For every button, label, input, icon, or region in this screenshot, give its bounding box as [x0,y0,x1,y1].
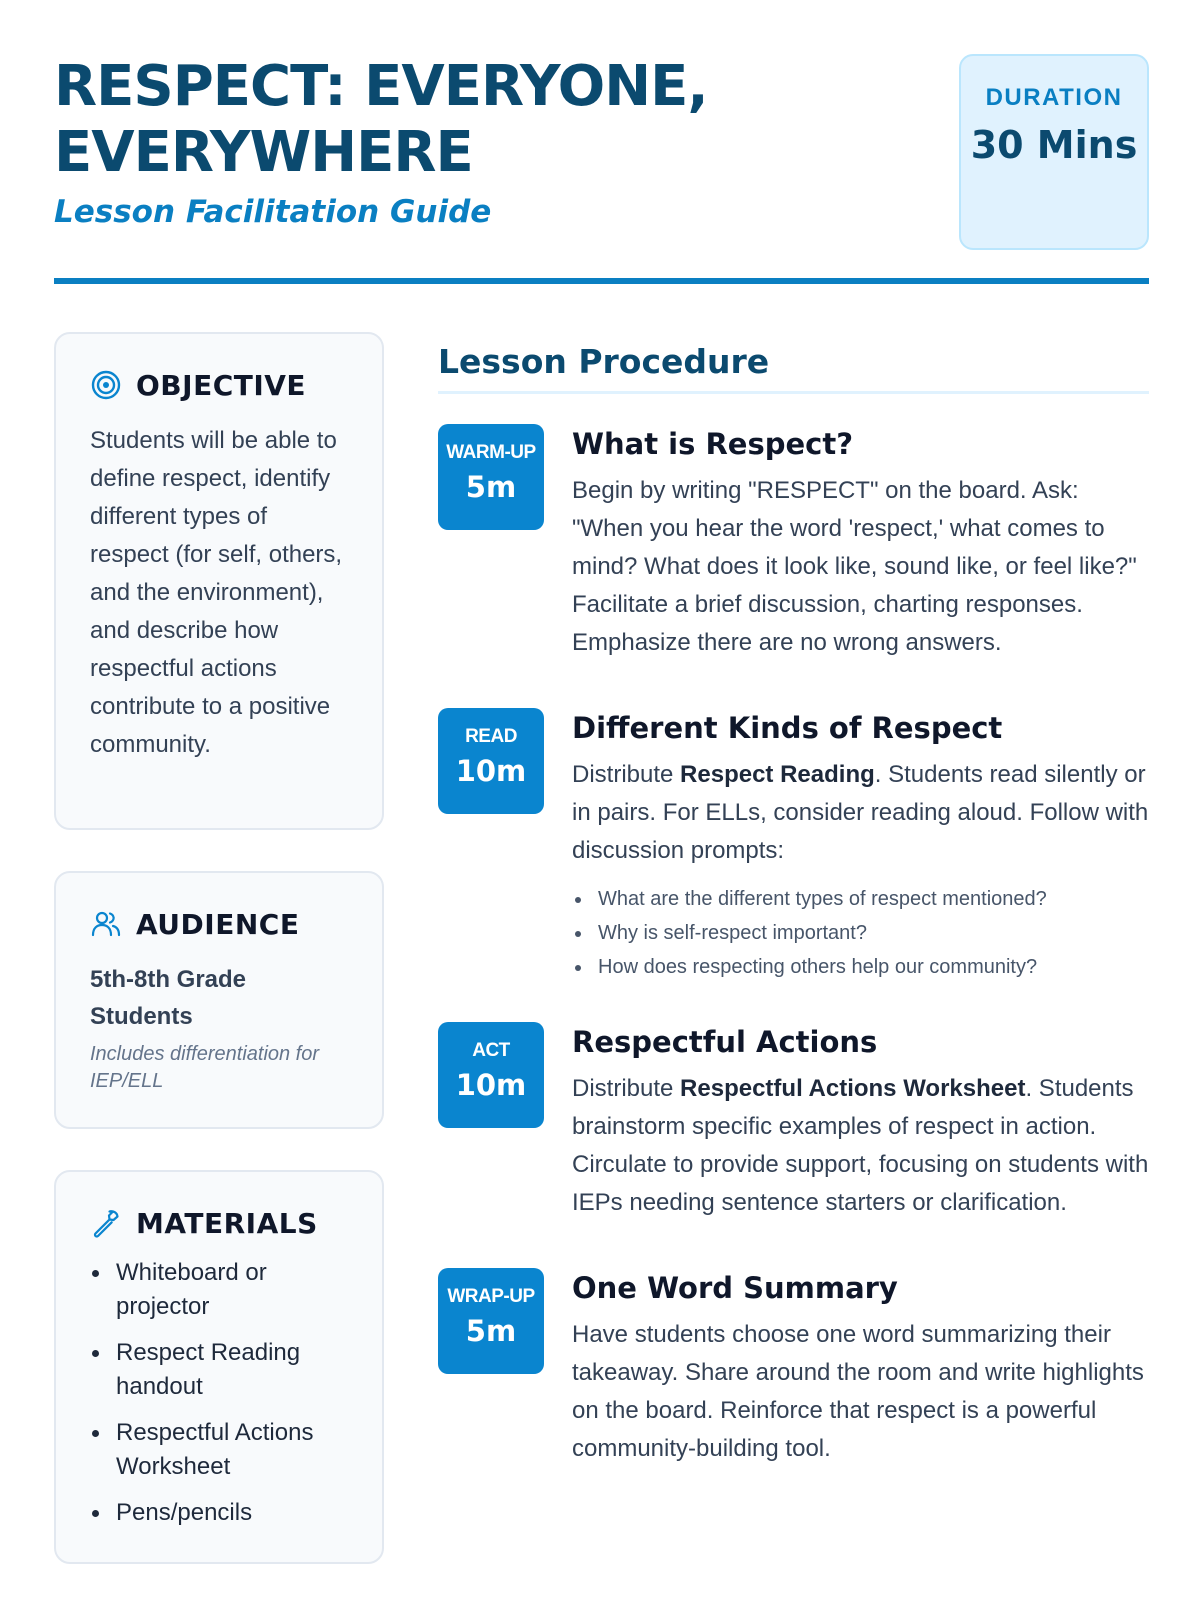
step-badge [438,1022,544,1128]
step-description [572,756,1152,870]
objective-title: OBJECTIVE [136,368,307,402]
materials-card [54,1170,384,1564]
step-text-rest: . Students read silently or in pairs. For ELLs, consider reading aloud. Follow with discussion prompts: [572,761,1149,864]
step-badge-label: READ [465,726,517,747]
prompt-item: What are the different types of respect mentioned? [572,882,1152,916]
step-description: Begin by writing "RESPECT" on the board. Ask: "When you hear the word 'respect,' what comes to mind? What does it look like, sound like, or feel like?" Facilitate a brief discussion, charting responses. Emphasize there are no wrong answers. [572,477,1137,656]
page-title: RESPECT: EVERYONE, EVERYWHERE [54,54,708,185]
materials-item: Pens/pencils [90,1496,348,1530]
prompt-item: Why is self-respect important? [572,916,1152,950]
step-badge-label: ACT [472,1040,510,1061]
materials-item: Respect Reading handout [90,1336,348,1404]
page-subtitle: Lesson Facilitation Guide [54,194,492,230]
materials-item: Respectful Actions Worksheet [90,1416,348,1484]
duration-value: 30 Mins [970,123,1138,167]
discussion-prompts [572,882,1152,984]
lesson-header [54,54,1149,284]
procedure-title: Lesson Procedure [438,342,770,381]
materials-item: Whiteboard or projector [90,1256,348,1324]
step-badge [438,424,544,530]
duration-label: DURATION [985,84,1123,111]
audience-card [54,871,384,1129]
step-title: Different Kinds of Respect [572,711,1003,745]
step-badge-time: 10m [455,1068,527,1102]
materials-list [90,1256,348,1530]
audience-grade: 5th-8th Grade Students [90,966,247,1030]
prompt-item: How does respecting others help our community? [572,950,1152,984]
step-text-lead: Distribute [572,1075,681,1102]
wrench-icon [90,1207,122,1239]
step-badge-label: WRAP-UP [447,1286,535,1307]
step-badge [438,1268,544,1374]
step-badge-time: 10m [455,754,527,788]
procedure-divider [438,391,1149,394]
step-title: One Word Summary [572,1271,898,1305]
target-icon [90,369,122,401]
users-icon [90,908,122,940]
materials-title: MATERIALS [136,1206,318,1240]
step-badge [438,708,544,814]
step-description [572,1070,1152,1222]
step-text-highlight: Respect Reading [680,761,875,788]
audience-note: Includes differentiation for IEP/ELL [90,1043,320,1092]
step-text-lead: Distribute [572,761,681,788]
step-text-rest: . Students brainstorm specific examples of respect in action. Circulate to provide support, focusing on students with IEPs needing sentence starters or clarification. [572,1075,1149,1216]
objective-text: Students will be able to define respect, identify different types of respect (for self, others, and the environment), and describe how respectful actions contribute to a positive community. [90,427,343,758]
step-title: Respectful Actions [572,1025,878,1059]
step-badge-label: WARM-UP [446,442,536,463]
header-divider [54,278,1149,284]
step-description: Have students choose one word summarizing their takeaway. Share around the room and write highlights on the board. Reinforce that respect is a powerful community-building tool. [572,1321,1144,1462]
objective-card [54,332,384,830]
step-badge-time: 5m [465,470,517,504]
step-title: What is Respect? [572,427,854,461]
step-text-highlight: Respectful Actions Worksheet [680,1075,1026,1102]
duration-box [959,54,1149,250]
step-badge-time: 5m [465,1314,517,1348]
audience-title: AUDIENCE [136,907,300,941]
